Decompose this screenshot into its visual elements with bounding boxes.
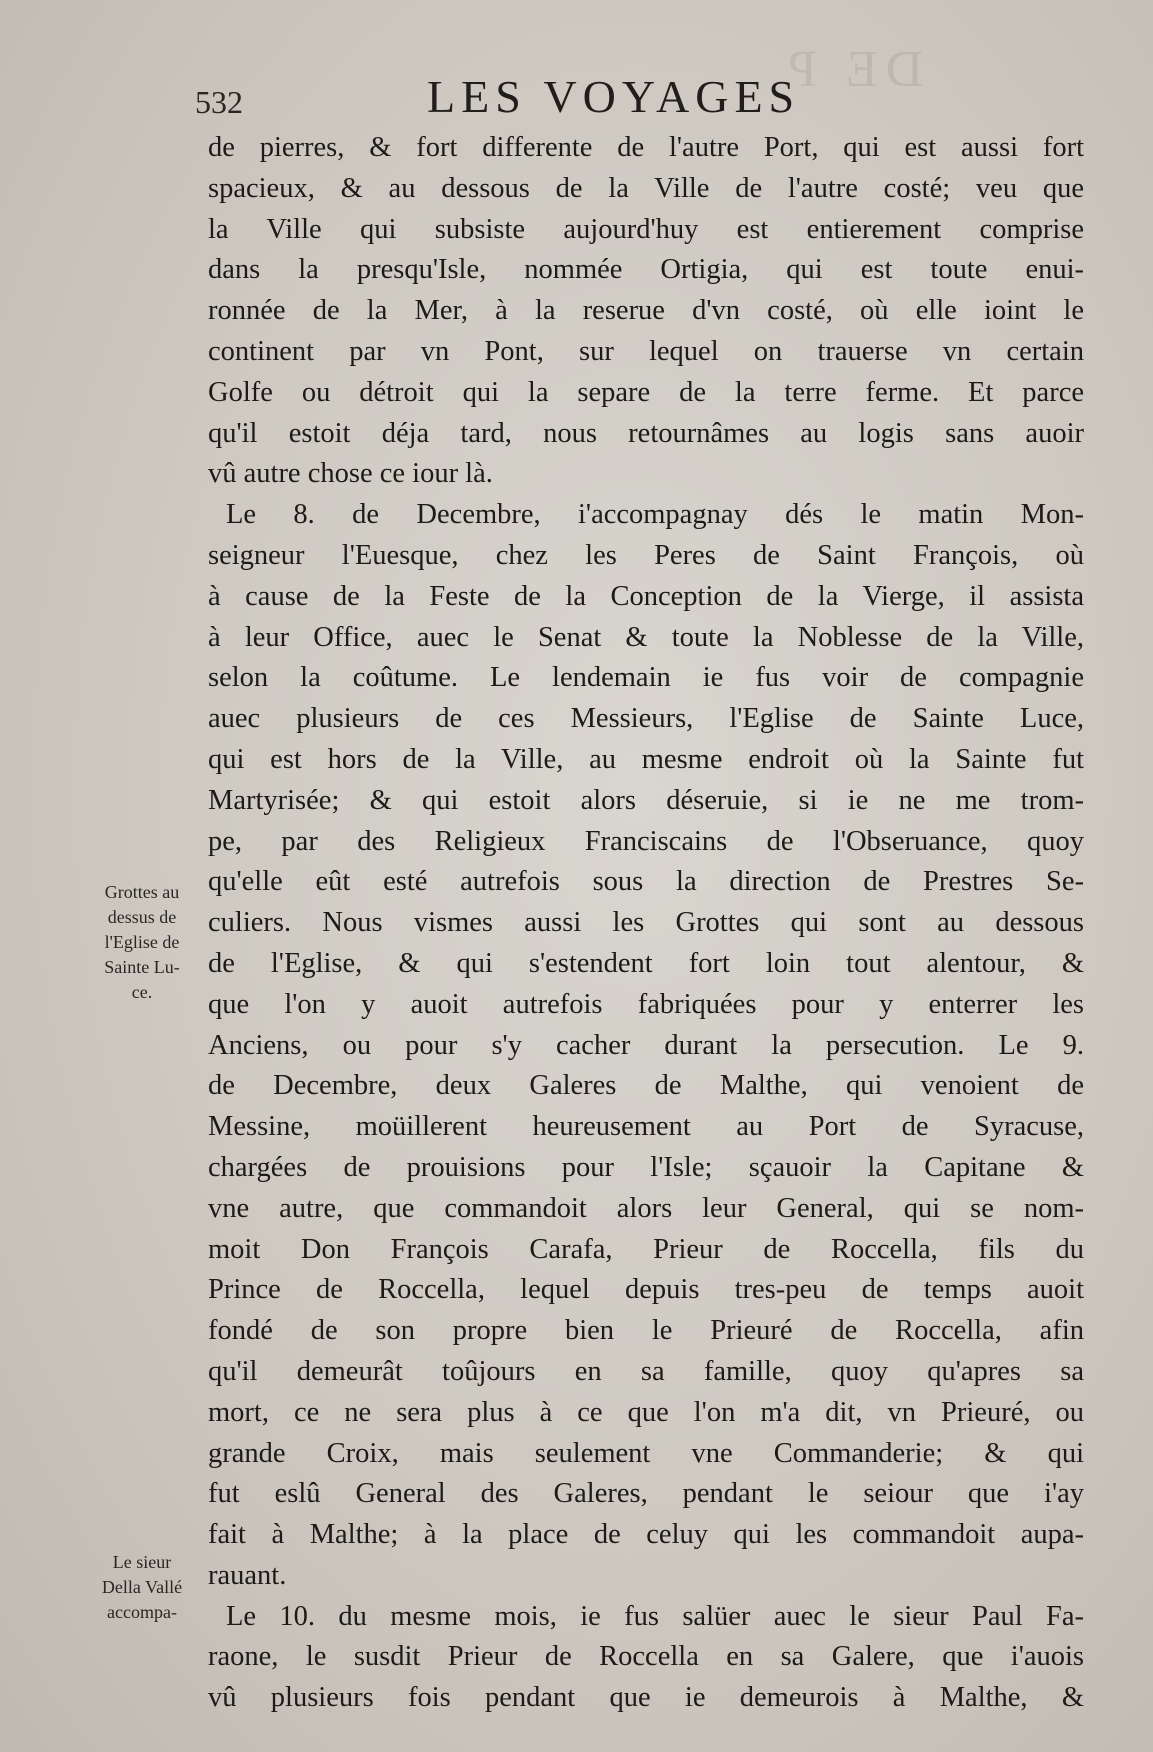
text-line: pe, par des Religieux Franciscains de l'Obseruance, quoy — [208, 825, 1084, 857]
body-text — [208, 128, 1084, 1719]
text-line: Le 8. de Decembre, i'accompagnay dés le matin Mon- — [226, 499, 1084, 531]
text-line: vû plusieurs fois pendant que ie demeurois à Malthe, & — [208, 1682, 1084, 1714]
text-line: auec plusieurs de ces Messieurs, l'Eglise de Sainte Luce, — [208, 703, 1084, 735]
text-line: Le 10. du mesme mois, ie fus salüer auec le sieur Paul Fa- — [226, 1600, 1084, 1632]
text-line: la Ville qui subsiste aujourd'huy est entierement comprise — [208, 213, 1084, 245]
margin-note-line: Grottes au — [104, 882, 180, 902]
text-line: de l'Eglise, & qui s'estendent fort loin tout alentour, & — [208, 947, 1084, 979]
text-line: seigneur l'Euesque, chez les Peres de Saint François, où — [208, 539, 1084, 571]
text-line: rauant. — [208, 1559, 287, 1591]
text-line: de pierres, & fort differente de l'autre Port, qui est aussi fort — [208, 132, 1084, 163]
text-line: de Decembre, deux Galeres de Malthe, qui venoient de — [208, 1070, 1084, 1102]
text-line: vû autre chose ce iour là. — [208, 458, 493, 490]
text-line: fondé de son propre bien le Prieuré de Roccella, afin — [208, 1315, 1084, 1347]
text-line: qui est hors de la Ville, au mesme endroit où la Sainte fut — [208, 743, 1084, 775]
text-line: chargées de prouisions pour l'Isle; sçauoir la Capitane & — [208, 1151, 1084, 1183]
text-line: Messine, moüillerent heureusement au Port de Syracuse, — [208, 1111, 1084, 1143]
text-line: Prince de Roccella, lequel depuis tres-peu de temps auoit — [208, 1274, 1084, 1306]
text-line: selon la coûtume. Le lendemain ie fus voir de compagnie — [208, 662, 1084, 694]
text-line: fut eslû General des Galeres, pendant le seiour que i'ay — [208, 1478, 1084, 1510]
margin-note-line: Le sieur — [112, 1552, 172, 1572]
margin-note-line: Della Vallé — [101, 1577, 183, 1597]
text-line: qu'il demeurât toûjours en sa famille, quoy qu'apres sa — [208, 1355, 1084, 1387]
margin-note-line: dessus de — [107, 907, 177, 927]
text-line: spacieux, & au dessous de la Ville de l'autre costé; veu que — [208, 172, 1084, 204]
text-line: à cause de la Feste de la Conception de la Vierge, il assista — [208, 580, 1084, 612]
text-line: qu'il estoit déja tard, nous retournâmes au logis sans auoir — [208, 417, 1084, 449]
text-line: culiers. Nous vismes aussi les Grottes qui sont au dessous — [208, 907, 1084, 939]
margin-note-sieur — [78, 1550, 206, 1625]
page-header — [195, 70, 895, 130]
text-line: Martyrisée; & qui estoit alors déseruie, si ie ne me trom- — [208, 784, 1084, 816]
margin-note-line: l'Eglise de — [104, 932, 180, 952]
margin-note-grottes — [78, 880, 206, 1005]
margin-note-line: ce. — [131, 982, 153, 1002]
text-line: Anciens, ou pour s'y cacher durant la persecution. Le 9. — [208, 1029, 1084, 1061]
text-line: moit Don François Carafa, Prieur de Roccella, fils du — [208, 1233, 1084, 1265]
text-line: mort, ce ne sera plus à ce que l'on m'a dit, vn Prieuré, ou — [208, 1396, 1084, 1428]
text-line: qu'elle eût esté autrefois sous la direction de Prestres Se- — [208, 866, 1084, 898]
margin-note-line: accompa- — [107, 1602, 177, 1622]
running-title: LES VOYAGES — [427, 71, 801, 122]
text-line: vne autre, que commandoit alors leur General, qui se nom- — [208, 1192, 1084, 1224]
text-line: à leur Office, auec le Senat & toute la Noblesse de la Ville, — [208, 621, 1084, 653]
text-line: ronnée de la Mer, à la reserue d'vn costé, où elle ioint le — [208, 295, 1084, 327]
text-line: dans la presqu'Isle, nommée Ortigia, qui est toute enui- — [208, 254, 1084, 286]
text-line: Golfe ou détroit qui la separe de la terre ferme. Et parce — [208, 376, 1084, 408]
page-number: 532 — [195, 84, 243, 120]
text-line: raone, le susdit Prieur de Roccella en sa Galere, que i'auois — [208, 1641, 1084, 1673]
text-line: grande Croix, mais seulement vne Commanderie; & qui — [208, 1437, 1084, 1469]
text-line: fait à Malthe; à la place de celuy qui les commandoit aupa- — [208, 1519, 1084, 1551]
margin-note-line: Sainte Lu- — [104, 957, 180, 977]
bleed-through-text: DE P — [780, 41, 924, 98]
text-line: continent par vn Pont, sur lequel on trauerse vn certain — [208, 335, 1084, 367]
text-line: que l'on y auoit autrefois fabriquées pour y enterrer les — [208, 988, 1084, 1020]
